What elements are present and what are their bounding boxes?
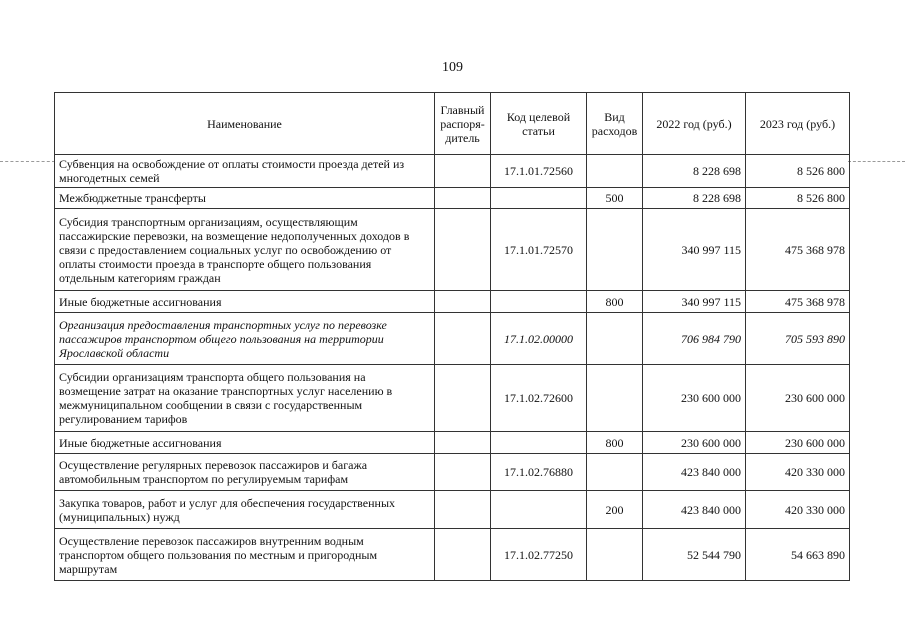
row-code: 17.1.02.76880 bbox=[491, 454, 587, 491]
row-admin bbox=[435, 529, 491, 581]
row-code bbox=[491, 291, 587, 313]
table-row bbox=[55, 188, 850, 209]
row-name: Межбюджетные трансферты bbox=[55, 188, 435, 209]
page-number: 109 bbox=[442, 60, 463, 75]
row-2023: 475 368 978 bbox=[746, 291, 850, 313]
row-2022: 8 228 698 bbox=[643, 155, 746, 188]
row-2023: 475 368 978 bbox=[746, 209, 850, 291]
row-2022: 340 997 115 bbox=[643, 291, 746, 313]
row-code bbox=[491, 491, 587, 529]
row-2022: 340 997 115 bbox=[643, 209, 746, 291]
row-name: Субсидия транспортным организациям, осуществляющим пассажирские перевозки, на возмещение недополученных доходов в связи с предоставлением социальных услуг по освобождению от оплаты стоимости проезда в транспорте общего пользования отдельным категориям граждан bbox=[55, 209, 435, 291]
row-name: Организация предоставления транспортных услуг по перевозке пассажиров транспортом общего пользования на территории Ярославской области bbox=[55, 313, 435, 365]
row-code bbox=[491, 188, 587, 209]
table-row bbox=[55, 155, 850, 188]
row-name: Субвенция на освобождение от оплаты стоимости проезда детей из многодетных семей bbox=[55, 155, 435, 188]
row-name: Иные бюджетные ассигнования bbox=[55, 291, 435, 313]
row-kind: 800 bbox=[587, 432, 643, 454]
row-2023: 230 600 000 bbox=[746, 432, 850, 454]
row-2023: 420 330 000 bbox=[746, 454, 850, 491]
row-code: 17.1.01.72570 bbox=[491, 209, 587, 291]
row-admin bbox=[435, 155, 491, 188]
row-kind bbox=[587, 155, 643, 188]
scan-artifact-line-right bbox=[848, 161, 905, 162]
row-admin bbox=[435, 432, 491, 454]
row-code: 17.1.01.72560 bbox=[491, 155, 587, 188]
row-name: Субсидии организациям транспорта общего пользования на возмещение затрат на оказание транспортных услуг населению в межмуниципальном сообщении в связи с государственным регулированием тарифов bbox=[55, 365, 435, 432]
row-2023: 8 526 800 bbox=[746, 155, 850, 188]
row-kind bbox=[587, 209, 643, 291]
row-kind bbox=[587, 313, 643, 365]
row-name: Осуществление перевозок пассажиров внутренним водным транспортом общего пользования по местным и пригородным маршрутам bbox=[55, 529, 435, 581]
row-kind bbox=[587, 454, 643, 491]
header-admin: Главный распоря- дитель bbox=[435, 93, 491, 155]
header-name: Наименование bbox=[55, 93, 435, 155]
row-admin bbox=[435, 313, 491, 365]
row-2022: 230 600 000 bbox=[643, 432, 746, 454]
row-code: 17.1.02.72600 bbox=[491, 365, 587, 432]
row-admin bbox=[435, 188, 491, 209]
table-header-row bbox=[55, 93, 850, 155]
table-row bbox=[55, 454, 850, 491]
row-name: Иные бюджетные ассигнования bbox=[55, 432, 435, 454]
budget-table bbox=[54, 92, 850, 581]
row-admin bbox=[435, 365, 491, 432]
row-admin bbox=[435, 454, 491, 491]
row-2023: 420 330 000 bbox=[746, 491, 850, 529]
row-2022: 423 840 000 bbox=[643, 454, 746, 491]
row-2022: 230 600 000 bbox=[643, 365, 746, 432]
row-kind: 500 bbox=[587, 188, 643, 209]
row-name: Закупка товаров, работ и услуг для обеспечения государственных (муниципальных) нужд bbox=[55, 491, 435, 529]
row-kind bbox=[587, 529, 643, 581]
table-row bbox=[55, 291, 850, 313]
row-kind: 200 bbox=[587, 491, 643, 529]
row-2023: 230 600 000 bbox=[746, 365, 850, 432]
table-row bbox=[55, 491, 850, 529]
table-row bbox=[55, 529, 850, 581]
row-admin bbox=[435, 209, 491, 291]
row-code bbox=[491, 432, 587, 454]
row-2022: 8 228 698 bbox=[643, 188, 746, 209]
row-name: Осуществление регулярных перевозок пассажиров и багажа автомобильным транспортом по регулируемым тарифам bbox=[55, 454, 435, 491]
row-2023: 8 526 800 bbox=[746, 188, 850, 209]
table-row bbox=[55, 209, 850, 291]
table-row-program bbox=[55, 313, 850, 365]
row-2022: 706 984 790 bbox=[643, 313, 746, 365]
row-code: 17.1.02.77250 bbox=[491, 529, 587, 581]
row-code: 17.1.02.00000 bbox=[491, 313, 587, 365]
table-row bbox=[55, 432, 850, 454]
row-kind bbox=[587, 365, 643, 432]
row-2022: 52 544 790 bbox=[643, 529, 746, 581]
row-2023: 705 593 890 bbox=[746, 313, 850, 365]
row-admin bbox=[435, 491, 491, 529]
row-kind: 800 bbox=[587, 291, 643, 313]
row-admin bbox=[435, 291, 491, 313]
header-2023: 2023 год (руб.) bbox=[746, 93, 850, 155]
header-2022: 2022 год (руб.) bbox=[643, 93, 746, 155]
scan-artifact-line-left bbox=[0, 161, 55, 162]
row-2022: 423 840 000 bbox=[643, 491, 746, 529]
table-row bbox=[55, 365, 850, 432]
header-kind: Вид расходов bbox=[587, 93, 643, 155]
header-code: Код целевой статьи bbox=[491, 93, 587, 155]
row-2023: 54 663 890 bbox=[746, 529, 850, 581]
